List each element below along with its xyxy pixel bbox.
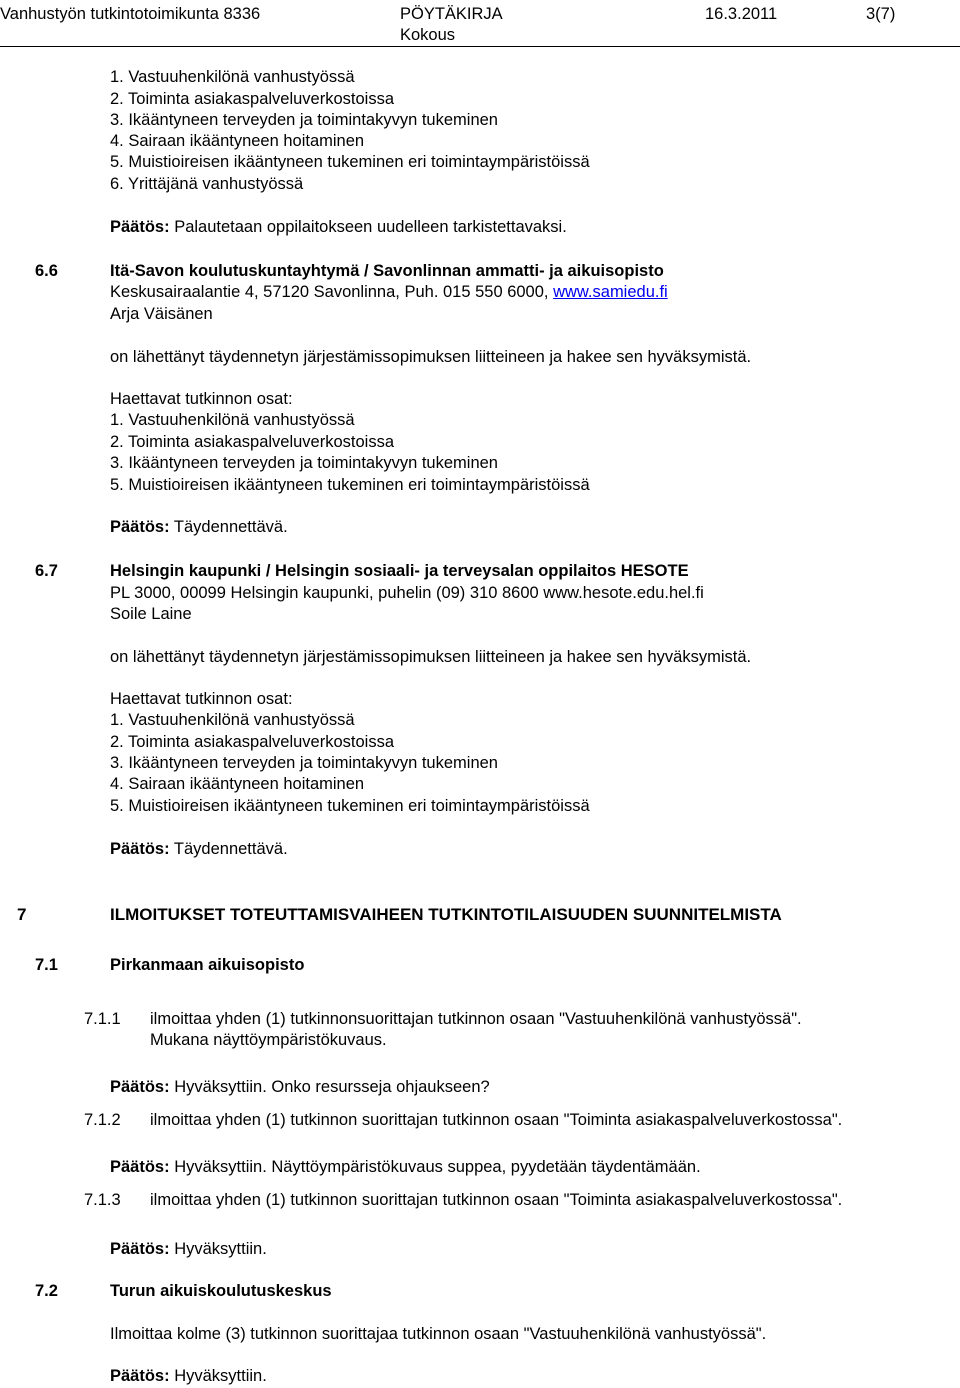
decision-label: Päätös: <box>110 1078 170 1096</box>
list-item: 6. Yrittäjänä vanhustyössä <box>110 175 304 193</box>
decision-label: Päätös: <box>110 1240 170 1258</box>
application-text: on lähettänyt täydennetyn järjestämissopimuksen liitteineen ja hakee sen hyväksymistä. <box>110 648 752 666</box>
list-item: 1. Vastuuhenkilönä vanhustyössä <box>110 411 355 429</box>
decision-label: Päätös: <box>110 1367 170 1385</box>
decision-text: Palautetaan oppilaitokseen uudelleen tarkistettavaksi. <box>174 218 567 236</box>
subsection-number: 7.1.1 <box>84 1010 121 1028</box>
decision <box>110 1077 490 1098</box>
list-item: 3. Ikääntyneen terveyden ja toimintakyvyn tukeminen <box>110 454 498 472</box>
list-item: 5. Muistioireisen ikääntyneen tukeminen eri toimintaympäristöissä <box>110 476 590 494</box>
address: PL 3000, 00099 Helsingin kaupunki, puhelin (09) 310 8600 www.hesote.edu.hel.fi <box>110 584 704 602</box>
list-item: 3. Ikääntyneen terveyden ja toimintakyvyn tukeminen <box>110 754 498 772</box>
list-item: 4. Sairaan ikääntyneen hoitaminen <box>110 132 365 150</box>
application-text: on lähettänyt täydennetyn järjestämissopimuksen liitteineen ja hakee sen hyväksymistä. <box>110 348 752 366</box>
subsection-text: ilmoittaa yhden (1) tutkinnonsuorittajan tutkinnon osaan "Vastuuhenkilönä vanhustyössä". <box>150 1010 802 1028</box>
header-divider <box>0 46 960 47</box>
subsection-text: Mukana näyttöympäristökuvaus. <box>150 1031 387 1049</box>
website-link[interactable]: www.samiedu.fi <box>553 283 668 301</box>
decision <box>110 1366 267 1387</box>
chapter-title: ILMOITUKSET TOTEUTTAMISVAIHEEN TUTKINTOTILAISUUDEN SUUNNITELMISTA <box>110 905 782 924</box>
decision-label: Päätös: <box>110 518 170 536</box>
header-date: 16.3.2011 <box>705 5 778 23</box>
decision-text: Täydennettävä. <box>173 518 288 536</box>
section-text: Ilmoittaa kolme (3) tutkinnon suorittajaa tutkinnon osaan "Vastuuhenkilönä vanhustyössä". <box>110 1325 767 1343</box>
section-number: 7.2 <box>35 1282 58 1300</box>
section-title: Turun aikuiskoulutuskeskus <box>110 1282 332 1300</box>
list-item: 2. Toiminta asiakaspalveluverkostoissa <box>110 733 395 751</box>
list-item: 4. Sairaan ikääntyneen hoitaminen <box>110 775 365 793</box>
decision-text: Hyväksyttiin. <box>174 1240 267 1258</box>
parts-label: Haettavat tutkinnon osat: <box>110 690 293 708</box>
contact-person: Soile Laine <box>110 605 192 623</box>
decision-text: Täydennettävä. <box>173 840 288 858</box>
list-item: 1. Vastuuhenkilönä vanhustyössä <box>110 711 355 729</box>
subsection-number: 7.1.3 <box>84 1191 121 1209</box>
section-number: 6.6 <box>35 262 58 280</box>
parts-label: Haettavat tutkinnon osat: <box>110 390 293 408</box>
decision-text: Hyväksyttiin. Onko resursseja ohjaukseen? <box>174 1078 490 1096</box>
subsection-text: ilmoittaa yhden (1) tutkinnon suorittajan tutkinnon osaan "Toiminta asiakaspalveluverkostossa". <box>150 1191 843 1209</box>
section-number: 6.7 <box>35 562 58 580</box>
subsection-number: 7.1.2 <box>84 1111 121 1129</box>
header-page-number: 3(7) <box>866 5 896 23</box>
decision <box>110 517 288 538</box>
contact-person: Arja Väisänen <box>110 305 213 323</box>
list-item: 1. Vastuuhenkilönä vanhustyössä <box>110 68 355 86</box>
decision-text: Hyväksyttiin. Näyttöympäristökuvaus suppea, pyydetään täydentämään. <box>174 1158 701 1176</box>
header-doc-subtype: Kokous <box>400 26 456 44</box>
header-doc-type: PÖYTÄKIRJA <box>400 5 503 23</box>
list-item: 5. Muistioireisen ikääntyneen tukeminen eri toimintaympäristöissä <box>110 797 590 815</box>
address <box>110 282 668 303</box>
decision-text: Hyväksyttiin. <box>174 1367 267 1385</box>
list-item: 3. Ikääntyneen terveyden ja toimintakyvyn tukeminen <box>110 111 498 129</box>
top-decision <box>110 217 567 238</box>
decision <box>110 1239 267 1260</box>
list-item: 2. Toiminta asiakaspalveluverkostoissa <box>110 433 395 451</box>
list-item: 5. Muistioireisen ikääntyneen tukeminen eri toimintaympäristöissä <box>110 153 590 171</box>
decision-label: Päätös: <box>110 218 170 236</box>
decision <box>110 839 288 860</box>
subsection-text: ilmoittaa yhden (1) tutkinnon suorittajan tutkinnon osaan "Toiminta asiakaspalveluverkostossa". <box>150 1111 843 1129</box>
decision-label: Päätös: <box>110 840 170 858</box>
section-title: Itä-Savon koulutuskuntayhtymä / Savonlinnan ammatti- ja aikuisopisto <box>110 262 664 280</box>
section-title: Helsingin kaupunki / Helsingin sosiaali- ja terveysalan oppilaitos HESOTE <box>110 562 689 580</box>
section-number: 7.1 <box>35 956 58 974</box>
section-title: Pirkanmaan aikuisopisto <box>110 956 305 974</box>
chapter-number: 7 <box>17 905 27 924</box>
list-item: 2. Toiminta asiakaspalveluverkostoissa <box>110 90 395 108</box>
decision-label: Päätös: <box>110 1158 170 1176</box>
decision <box>110 1157 701 1178</box>
address-text: Keskusairaalantie 4, 57120 Savonlinna, Puh. 015 550 6000, <box>110 283 549 301</box>
header-org: Vanhustyön tutkintotoimikunta 8336 <box>0 5 261 23</box>
